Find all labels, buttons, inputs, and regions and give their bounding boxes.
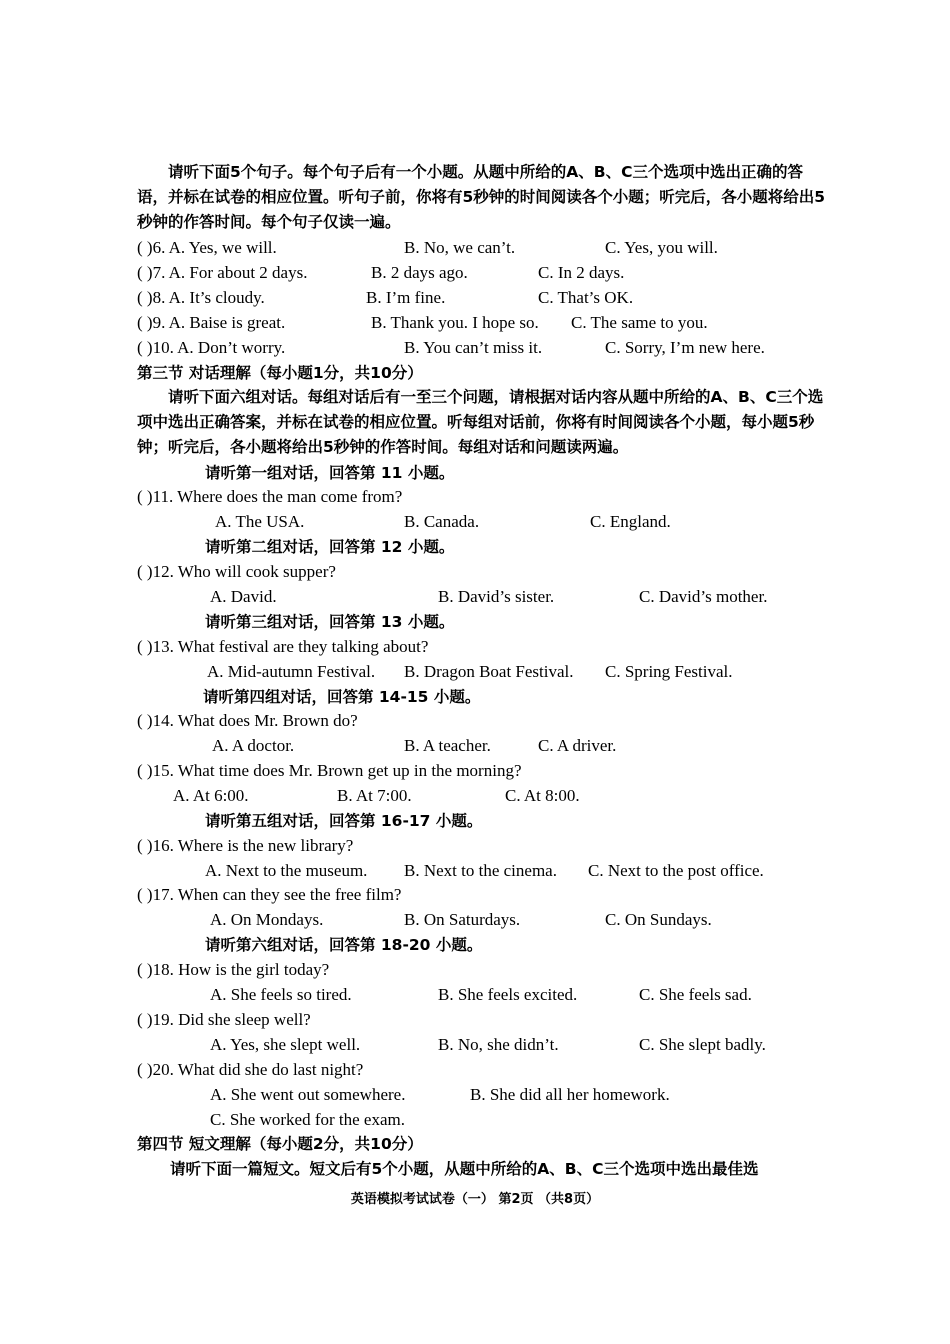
- section-3-heading: 第三节 对话理解（每小题1分，共10分）: [137, 364, 423, 382]
- question-9-stem: ( )9. A. Baise is great.: [137, 313, 286, 332]
- listening-instructions-part3: [137, 385, 827, 460]
- question-12-option-c: C. David’s mother.: [639, 587, 768, 606]
- question-20-option-b: B. She did all her homework.: [470, 1085, 670, 1104]
- question-16-stem: ( )16. Where is the new library?: [137, 836, 354, 855]
- question-7-stem: ( )7. A. For about 2 days.: [137, 263, 308, 282]
- question-20-option-c: C. She worked for the exam.: [210, 1110, 405, 1129]
- question-19-option-c: C. She slept badly.: [639, 1035, 766, 1054]
- question-14-stem: ( )14. What does Mr. Brown do?: [137, 711, 358, 730]
- group-3-heading: 请听第三组对话，回答第 13 小题。: [205, 613, 455, 631]
- question-8-option-b: B. I’m fine.: [366, 288, 446, 307]
- question-13-option-c: C. Spring Festival.: [605, 662, 733, 681]
- instruction-text: 请听下面5个句子。每个句子后有一个小题。从题中所给的A、B、C三个选项中选出正确的答语，并标在试卷的相应位置。听句子前，你将有5秒钟的时间阅读各个小题；听完后，各小题将给出5秒钟的作答时间。每个句子仅读一遍。: [137, 163, 826, 231]
- group-2-heading: 请听第二组对话，回答第 12 小题。: [205, 538, 455, 556]
- question-20-option-a: A. She went out somewhere.: [210, 1085, 406, 1104]
- section-4-heading: 第四节 短文理解（每小题2分，共10分）: [137, 1135, 423, 1153]
- question-19-option-b: B. No, she didn’t.: [438, 1035, 559, 1054]
- question-9-option-b: B. Thank you. I hope so.: [371, 313, 539, 332]
- question-15-option-c: C. At 8:00.: [505, 786, 580, 805]
- question-14-option-b: B. A teacher.: [404, 736, 491, 755]
- question-17-stem: ( )17. When can they see the free film?: [137, 885, 402, 904]
- question-20-stem: ( )20. What did she do last night?: [137, 1060, 364, 1079]
- question-6-option-b: B. No, we can’t.: [404, 238, 516, 257]
- question-19-stem: ( )19. Did she sleep well?: [137, 1010, 311, 1029]
- question-6-stem: ( )6. A. Yes, we will.: [137, 238, 277, 257]
- question-11-option-b: B. Canada.: [404, 512, 480, 531]
- question-16-option-a: A. Next to the museum.: [205, 861, 368, 880]
- question-12-option-a: A. David.: [210, 587, 277, 606]
- question-7-option-c: C. In 2 days.: [538, 263, 625, 282]
- question-15-option-a: A. At 6:00.: [173, 786, 249, 805]
- question-13-option-a: A. Mid-autumn Festival.: [207, 662, 376, 681]
- question-9-option-c: C. The same to you.: [571, 313, 708, 332]
- question-8-option-c: C. That’s OK.: [538, 288, 634, 307]
- question-12-stem: ( )12. Who will cook supper?: [137, 562, 336, 581]
- group-4-heading: 请听第四组对话，回答第 14-15 小题。: [203, 688, 481, 706]
- group-1-heading: 请听第一组对话，回答第 11 小题。: [205, 464, 455, 482]
- question-12-option-b: B. David’s sister.: [438, 587, 555, 606]
- question-18-option-c: C. She feels sad.: [639, 985, 752, 1004]
- page-footer: 英语模拟考试试卷（一） 第2页 （共8页）: [350, 1192, 600, 1207]
- group-5-heading: 请听第五组对话，回答第 16-17 小题。: [205, 812, 483, 830]
- question-18-option-b: B. She feels excited.: [438, 985, 578, 1004]
- question-17-option-a: A. On Mondays.: [210, 910, 324, 929]
- section-4-instructions: 请听下面一篇短文。短文后有5个小题，从题中所给的A、B、C三个选项中选出最佳选: [170, 1160, 759, 1178]
- question-17-option-b: B. On Saturdays.: [404, 910, 521, 929]
- instruction-text: 请听下面六组对话。每组对话后有一至三个问题，请根据对话内容从题中所给的A、B、C三个选项中选出正确答案，并标在试卷的相应位置。听每组对话前，你将有时间阅读各个小题，每小题5秒钟；听完后，各小题将给出5秒钟的作答时间。每组对话和问题读两遍。: [137, 388, 824, 456]
- question-10-option-b: B. You can’t miss it.: [404, 338, 543, 357]
- question-10-option-c: C. Sorry, I’m new here.: [605, 338, 765, 357]
- question-11-option-a: A. The USA.: [215, 512, 305, 531]
- question-14-option-c: C. A driver.: [538, 736, 617, 755]
- question-10-stem: ( )10. A. Don’t worry.: [137, 338, 286, 357]
- question-19-option-a: A. Yes, she slept well.: [210, 1035, 361, 1054]
- question-15-stem: ( )15. What time does Mr. Brown get up in the morning?: [137, 761, 522, 780]
- question-18-option-a: A. She feels so tired.: [210, 985, 352, 1004]
- question-8-stem: ( )8. A. It’s cloudy.: [137, 288, 265, 307]
- question-16-option-b: B. Next to the cinema.: [404, 861, 557, 880]
- question-18-stem: ( )18. How is the girl today?: [137, 960, 330, 979]
- question-14-option-a: A. A doctor.: [212, 736, 295, 755]
- group-6-heading: 请听第六组对话，回答第 18-20 小题。: [205, 936, 483, 954]
- question-11-stem: ( )11. Where does the man come from?: [137, 487, 403, 506]
- question-16-option-c: C. Next to the post office.: [588, 861, 764, 880]
- question-7-option-b: B. 2 days ago.: [371, 263, 468, 282]
- question-13-option-b: B. Dragon Boat Festival.: [404, 662, 574, 681]
- question-13-stem: ( )13. What festival are they talking about?: [137, 637, 429, 656]
- question-15-option-b: B. At 7:00.: [337, 786, 412, 805]
- listening-instructions-part2: [137, 160, 827, 235]
- question-6-option-c: C. Yes, you will.: [605, 238, 718, 257]
- question-11-option-c: C. England.: [590, 512, 671, 531]
- question-17-option-c: C. On Sundays.: [605, 910, 712, 929]
